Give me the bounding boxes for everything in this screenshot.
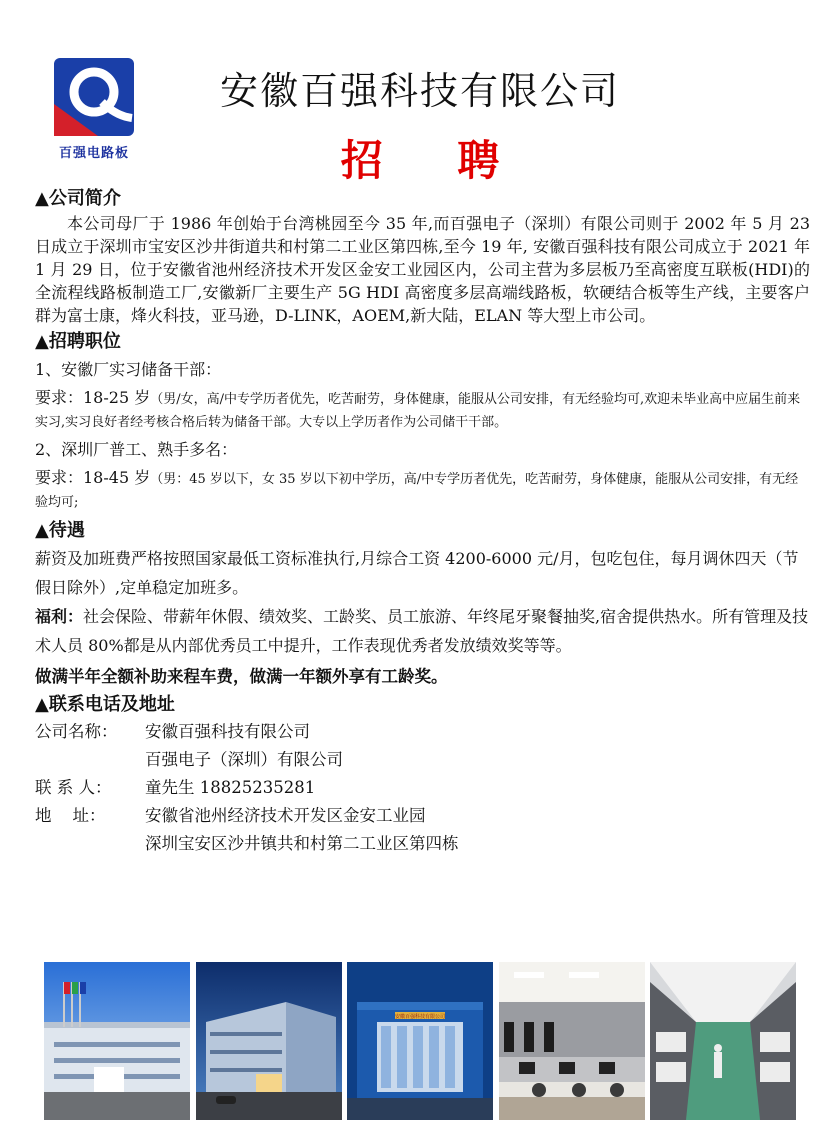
office-interior-photo xyxy=(499,962,645,1120)
welfare-detail: 社会保险、带薪年休假、绩效奖、工龄奖、员工旅游、年终尾牙聚餐抽奖,宿舍提供热水。所有管理及技术人员 80%都是从内部优秀员工中提升，工作表现优秀者发放绩效奖等等。 xyxy=(35,607,809,655)
intro-text: 本公司母厂于 1986 年创始于台湾桃园至今 35 年,而百强电子（深圳）有限公司则于 2002 年 5 月 23 日成立于深圳市宝安区沙井街道共和村第二工业区第四栋,至今 19 年, 安徽百强科技有限公司成立于 2021 年 1 月 29 日，位于安徽省池州经济技术开发区金安工业园区内，公司主营为多层板乃至高密度互联板(HDI)的全流程线路板制造工厂,安徽新厂主要生产 5G HDI 高密度多层高端线路板，软硬结合板等生产线，主要客户群为富士康，烽火科技，亚马逊，D-LINK，AOEM,新大陆，ELAN 等大型上市公司。 xyxy=(35,214,810,325)
main-content xyxy=(35,186,810,858)
bonus-text: 做满半年全额补助来程车费，做满一年额外享有工龄奖。 xyxy=(35,667,448,686)
job1-title: 1、安徽厂实习储备干部： xyxy=(35,360,222,379)
factory-dusk-photo xyxy=(196,962,342,1120)
job1-req-lead: 要求：18-25 岁 xyxy=(35,388,151,407)
treatment-heading: ▲待遇 xyxy=(35,520,85,541)
company-title: 安徽百强科技有限公司 xyxy=(219,69,620,113)
building-night-photo xyxy=(347,962,493,1120)
photo-strip xyxy=(44,962,796,1120)
welfare-text xyxy=(35,602,810,660)
intro-heading: ▲公司简介 xyxy=(35,188,121,209)
job2-requirements xyxy=(35,466,810,514)
job2-title: 2、深圳厂普工、熟手多名： xyxy=(35,440,238,459)
contact-company-row xyxy=(35,718,810,746)
production-line-photo xyxy=(650,962,796,1120)
job2-req-lead: 要求：18-45 岁 xyxy=(35,468,151,487)
welfare-label: 福利： xyxy=(35,607,84,626)
contact-heading: ▲联系电话及地址 xyxy=(35,694,175,715)
contact-spacer xyxy=(35,830,145,858)
logo-caption: 百强电路板 xyxy=(58,146,129,161)
company-name-2: 百强电子（深圳）有限公司 xyxy=(145,750,343,769)
contact-address-row xyxy=(35,802,810,830)
recruit-title: 招 聘 xyxy=(340,136,530,185)
contact-person: 童先生 18825235281 xyxy=(145,778,316,797)
company-label: 公司名称： xyxy=(35,722,118,741)
contact-company-row-2 xyxy=(35,746,810,774)
salary-text: 薪资及加班费严格按照国家最低工资标准执行,月综合工资 4200-6000 元/月，包吃包住，每月调休四天（节假日除外）,定单稳定加班多。 xyxy=(35,549,799,597)
factory-exterior-photo xyxy=(44,962,190,1120)
job1-req-detail: （男/女，高/中专学历者优先，吃苦耐劳，身体健康，能服从公司安排，有无经验均可,欢迎未毕业高中应届生前来实习,实习良好者经考核合格后转为储备干部。大专以上学历者作为公司储干干部。 xyxy=(35,392,801,430)
contact-person-row xyxy=(35,774,810,802)
address-label: 地 址： xyxy=(35,806,106,825)
job1-requirements xyxy=(35,386,810,434)
company-name-1: 安徽百强科技有限公司 xyxy=(145,722,310,741)
job2-req-detail: （男：45 岁以下，女 35 岁以下初中学历，高/中专学历者优先，吃苦耐劳，身体健康，能服从公司安排，有无经验均可; xyxy=(35,472,799,510)
contact-address-row-2 xyxy=(35,830,810,858)
person-label: 联 系 人： xyxy=(35,778,112,797)
address-2: 深圳宝安区沙井镇共和村第二工业区第四栋 xyxy=(145,834,459,853)
positions-heading: ▲招聘职位 xyxy=(35,331,121,352)
contact-spacer xyxy=(35,746,145,774)
building-sign: 安徽百强科技有限公司 xyxy=(394,1014,446,1020)
address-1: 安徽省池州经济技术开发区金安工业园 xyxy=(145,806,426,825)
